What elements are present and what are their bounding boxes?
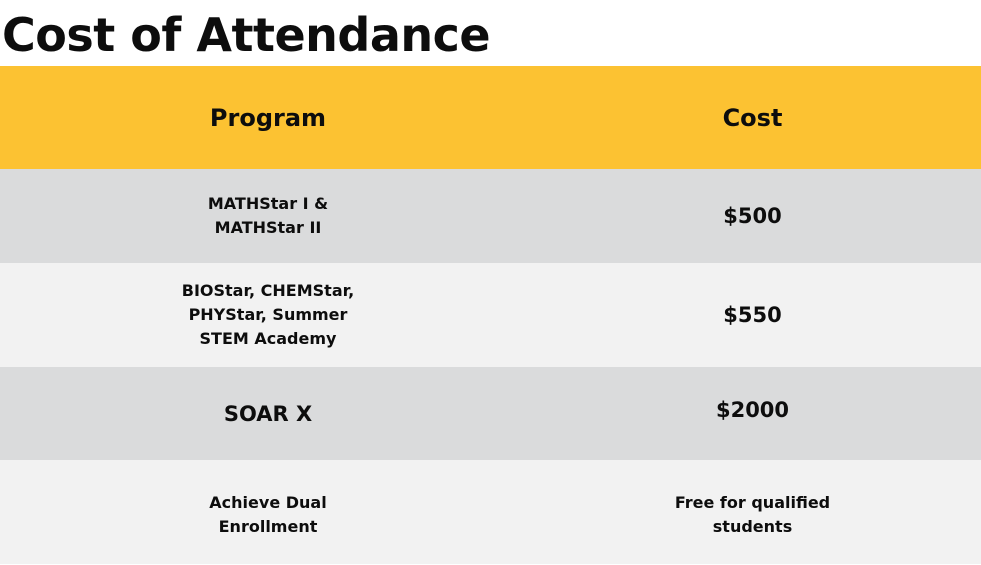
program-cell — [0, 460, 536, 564]
table-header-row — [0, 66, 981, 169]
page-title: Cost of Attendance — [2, 8, 491, 62]
cost-cell — [536, 460, 981, 564]
program-cell — [0, 263, 536, 367]
program-name: MATHStar I & MATHStar II — [207, 194, 329, 237]
cost-value: $2000 — [715, 397, 790, 422]
cost-value: $500 — [723, 204, 782, 228]
cost-header-label: Cost — [722, 103, 783, 132]
program-name: BIOStar, CHEMStar, PHYStar, Summer STEM Academy — [181, 281, 355, 348]
program-column-header — [0, 66, 536, 169]
cost-cell — [536, 367, 981, 460]
program-name: SOAR X — [223, 401, 313, 426]
program-cell — [0, 367, 536, 460]
cost-value: Free for qualified students — [674, 493, 831, 536]
table-row — [0, 367, 981, 460]
program-name: Achieve Dual Enrollment — [209, 493, 327, 536]
cost-value: $550 — [723, 303, 782, 327]
table-row — [0, 263, 981, 367]
cost-table — [0, 66, 981, 564]
program-header-label: Program — [209, 103, 327, 132]
table-row — [0, 460, 981, 564]
program-cell — [0, 169, 536, 263]
cost-cell — [536, 263, 981, 367]
cost-cell — [536, 169, 981, 263]
table-row — [0, 169, 981, 263]
cost-column-header — [536, 66, 981, 169]
